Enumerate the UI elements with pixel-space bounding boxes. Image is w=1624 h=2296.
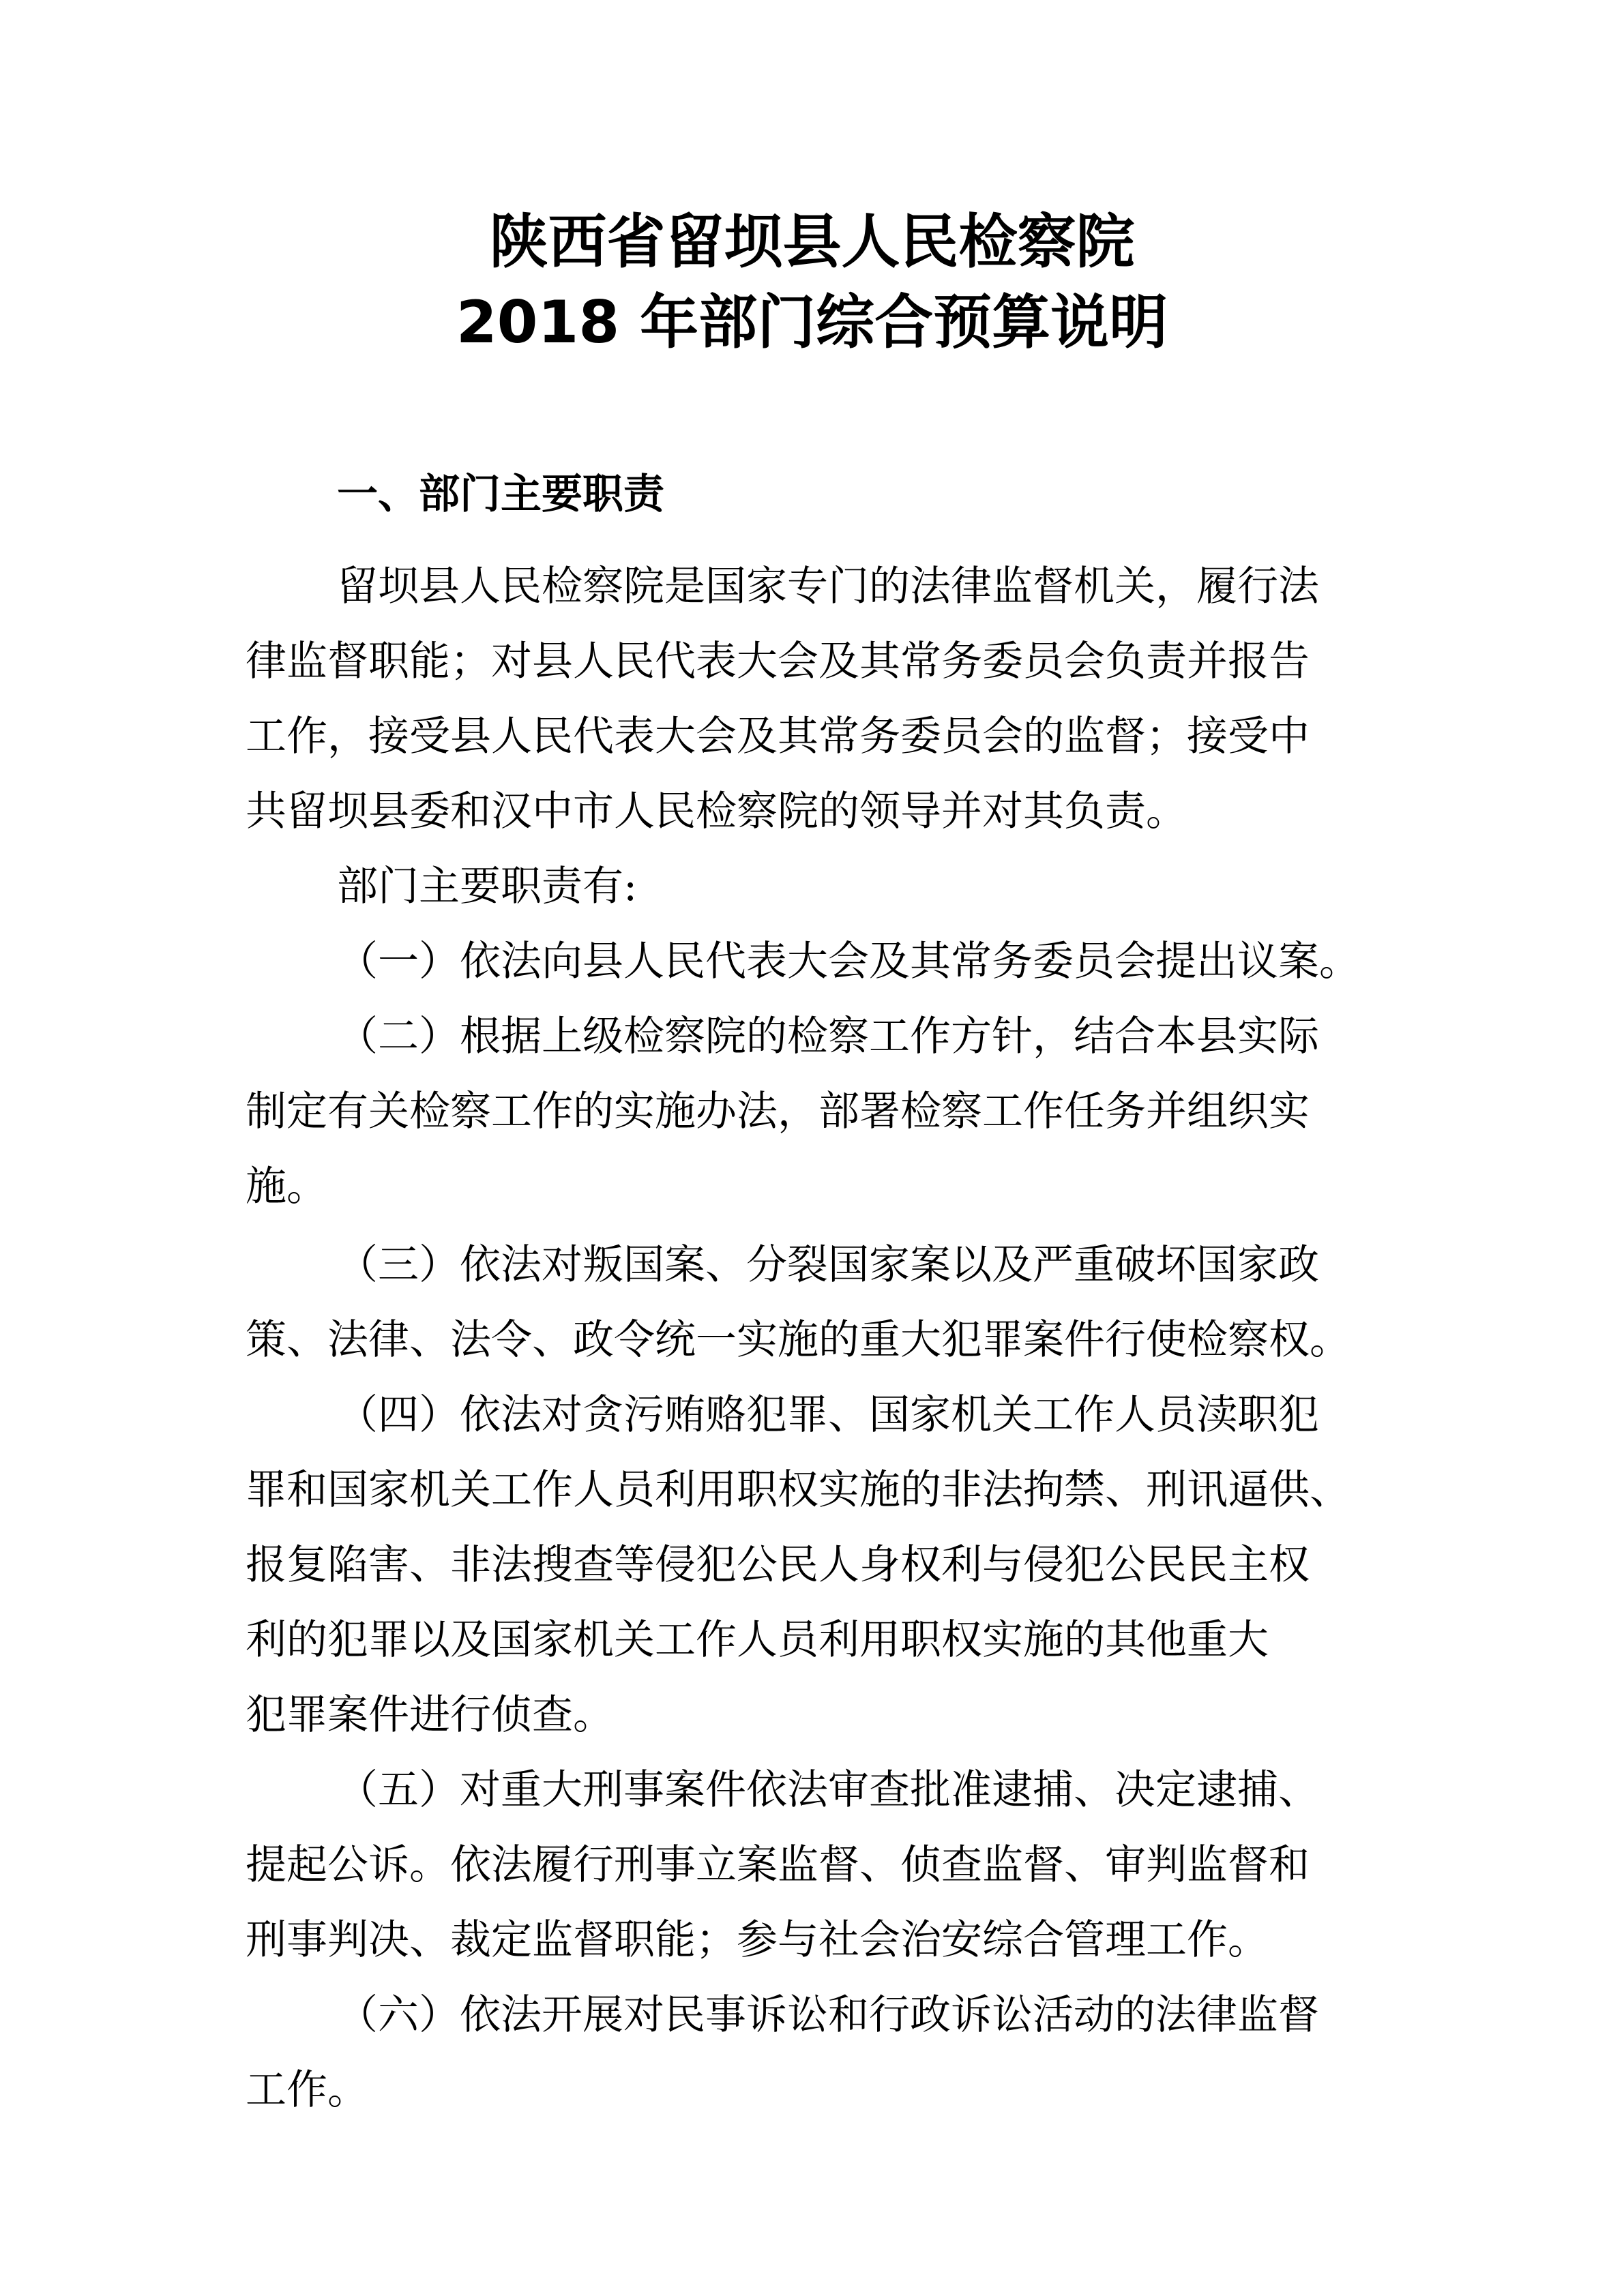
body-line: 制定有关检察工作的实施办法，部署检察工作任务并组织实 bbox=[246, 1088, 1310, 1135]
body-line: （三）依法对叛国案、分裂国家案以及严重破坏国家政 bbox=[337, 1241, 1319, 1289]
section-heading-responsibilities: 一、部门主要职责 bbox=[337, 471, 664, 518]
body-line: 留坝县人民检察院是国家专门的法律监督机关，履行法 bbox=[337, 563, 1319, 610]
body-line: 策、法律、法令、政令统一实施的重大犯罪案件行使检察权。 bbox=[246, 1316, 1350, 1364]
body-line: 罪和国家机关工作人员利用职权实施的非法拘禁、刑讯逼供、 bbox=[246, 1466, 1350, 1514]
body-line: 工作。 bbox=[246, 2066, 368, 2114]
document-title-line2: 2018 年部门综合预算说明 bbox=[456, 288, 1168, 357]
body-line: 提起公诉。依法履行刑事立案监督、侦查监督、审判监督和 bbox=[246, 1841, 1310, 1889]
body-line: 报复陷害、非法搜查等侵犯公民人身权利与侵犯公民民主权 bbox=[246, 1541, 1310, 1589]
body-line: 施。 bbox=[246, 1163, 327, 1210]
body-line: 利的犯罪以及国家机关工作人员利用职权实施的其他重大 bbox=[246, 1616, 1269, 1664]
body-line: 共留坝县委和汉中市人民检察院的领导并对其负责。 bbox=[246, 788, 1187, 835]
body-line: （四）依法对贪污贿赂犯罪、国家机关工作人员渎职犯 bbox=[337, 1391, 1319, 1439]
body-line: （二）根据上级检察院的检察工作方针，结合本县实际 bbox=[337, 1013, 1319, 1060]
body-line: 部门主要职责有: bbox=[337, 863, 638, 910]
body-line: 工作，接受县人民代表大会及其常务委员会的监督；接受中 bbox=[246, 713, 1310, 760]
document-title-line1: 陕西省留坝县人民检察院 bbox=[489, 208, 1135, 276]
body-line: 刑事判决、裁定监督职能；参与社会治安综合管理工作。 bbox=[246, 1916, 1269, 1964]
body-line: （五）对重大刑事案件依法审查批准逮捕、决定逮捕、 bbox=[337, 1766, 1319, 1814]
body-line: 犯罪案件进行侦查。 bbox=[246, 1691, 614, 1739]
body-line: （六）依法开展对民事诉讼和行政诉讼活动的法律监督 bbox=[337, 1991, 1319, 2039]
body-line: （一）依法向县人民代表大会及其常务委员会提出议案。 bbox=[337, 938, 1360, 985]
body-line: 律监督职能；对县人民代表大会及其常务委员会负责并报告 bbox=[246, 638, 1310, 685]
